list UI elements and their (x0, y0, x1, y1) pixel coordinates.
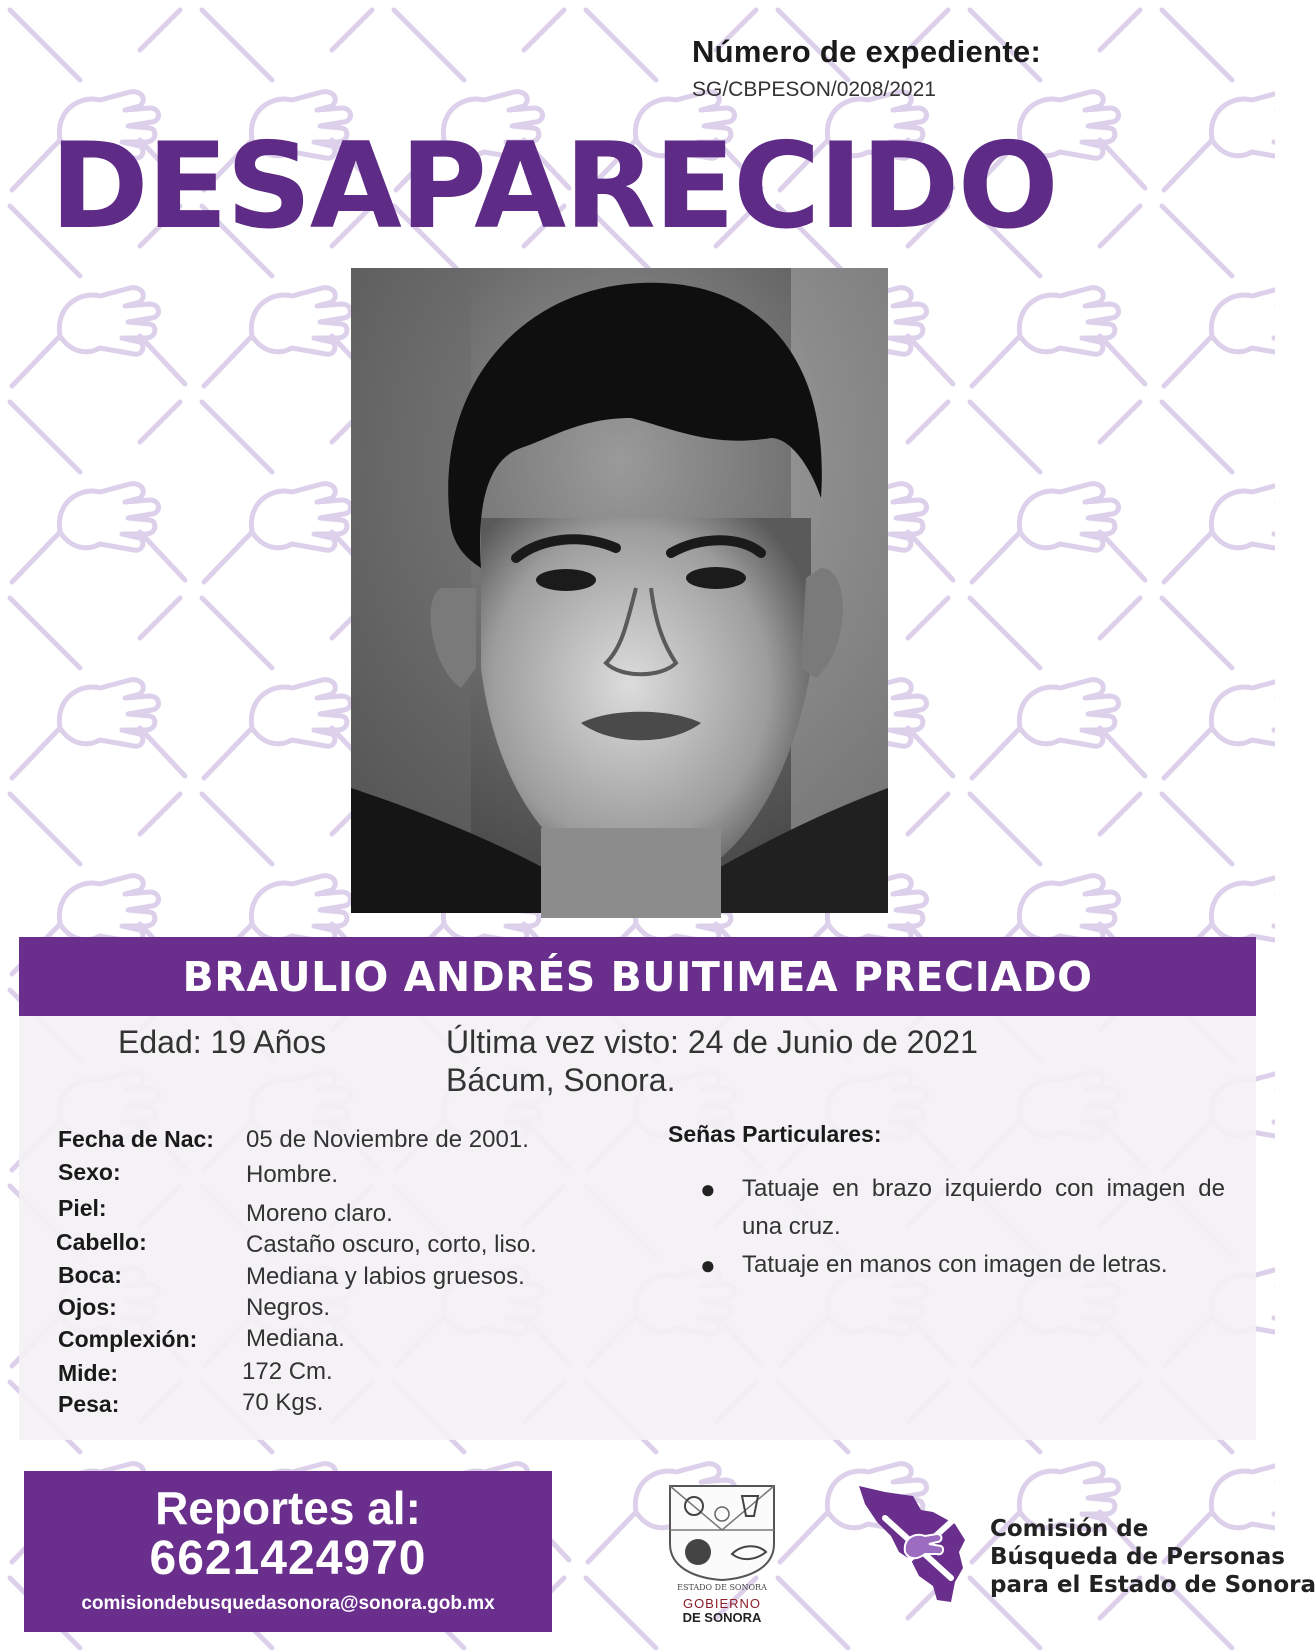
height-label: Mide: (58, 1360, 119, 1386)
commission-line-1: Comisión de (990, 1516, 1149, 1542)
commission-line-3: para el Estado de Sonora (990, 1572, 1316, 1598)
coat-of-arms-icon (662, 1482, 782, 1582)
height-value: 172 Cm. (242, 1358, 333, 1385)
birthdate-value: 05 de Noviembre de 2001. (246, 1126, 529, 1153)
list-item (700, 1170, 1225, 1246)
report-email-link[interactable]: comisiondebusquedasonora@sonora.gob.mx (81, 1593, 495, 1614)
commission-name (990, 1515, 1316, 1599)
gov-state-text: ESTADO DE SONORA (677, 1583, 767, 1592)
headline-title: DESAPARECIDO (50, 118, 1057, 256)
expediente-number: SG/CBPESON/0208/2021 (692, 78, 936, 101)
report-contact-box (24, 1471, 552, 1632)
build-label: Complexión: (58, 1326, 198, 1352)
portrait-illustration (351, 268, 888, 913)
weight-value: 70 Kgs. (242, 1389, 324, 1416)
eyes-label: Ojos: (58, 1294, 117, 1320)
commission-line-2: Búsqueda de Personas (990, 1544, 1285, 1570)
list-item (700, 1246, 1225, 1284)
report-phone-link[interactable]: 6621424970 (149, 1532, 427, 1585)
person-name-banner: BRAULIO ANDRÉS BUITIMEA PRECIADO (19, 937, 1256, 1016)
report-label: Reportes al: (155, 1482, 421, 1534)
last-seen-date: Última vez visto: 24 de Junio de 2021 (446, 1024, 978, 1060)
mark-text: Tatuaje en manos con imagen de letras. (742, 1251, 1168, 1278)
expediente-label: Número de expediente: (692, 34, 1042, 69)
gobierno-sonora-logo (662, 1482, 782, 1627)
distinguishing-marks-list (700, 1170, 1225, 1284)
mouth-label: Boca: (58, 1262, 122, 1288)
bullet-icon: ● (700, 1250, 716, 1280)
birthdate-label: Fecha de Nac: (58, 1126, 214, 1152)
skin-value: Moreno claro. (246, 1200, 393, 1227)
skin-label: Piel: (58, 1195, 107, 1221)
weight-label: Pesa: (58, 1391, 120, 1417)
person-age: Edad: 19 Años (118, 1024, 327, 1060)
gov-line-gobierno: GOBIERNO (682, 1596, 762, 1611)
build-value: Mediana. (246, 1325, 345, 1352)
bullet-icon: ● (700, 1174, 716, 1204)
sonora-map-icon (855, 1482, 970, 1607)
sex-label: Sexo: (58, 1159, 121, 1185)
distinguishing-marks-title: Señas Particulares: (668, 1121, 882, 1147)
gov-line-sonora: DE SONORA (682, 1610, 762, 1625)
hair-value: Castaño oscuro, corto, liso. (246, 1231, 537, 1258)
commission-logo (855, 1482, 970, 1607)
mouth-value: Mediana y labios gruesos. (246, 1263, 525, 1290)
eyes-value: Negros. (246, 1294, 331, 1321)
hair-label: Cabello: (56, 1229, 147, 1255)
sex-value: Hombre. (246, 1161, 339, 1188)
last-seen-place: Bácum, Sonora. (446, 1062, 676, 1098)
missing-person-photo (351, 268, 888, 913)
mark-text: Tatuaje en brazo izquierdo con imagen de una cruz. (742, 1175, 1225, 1240)
